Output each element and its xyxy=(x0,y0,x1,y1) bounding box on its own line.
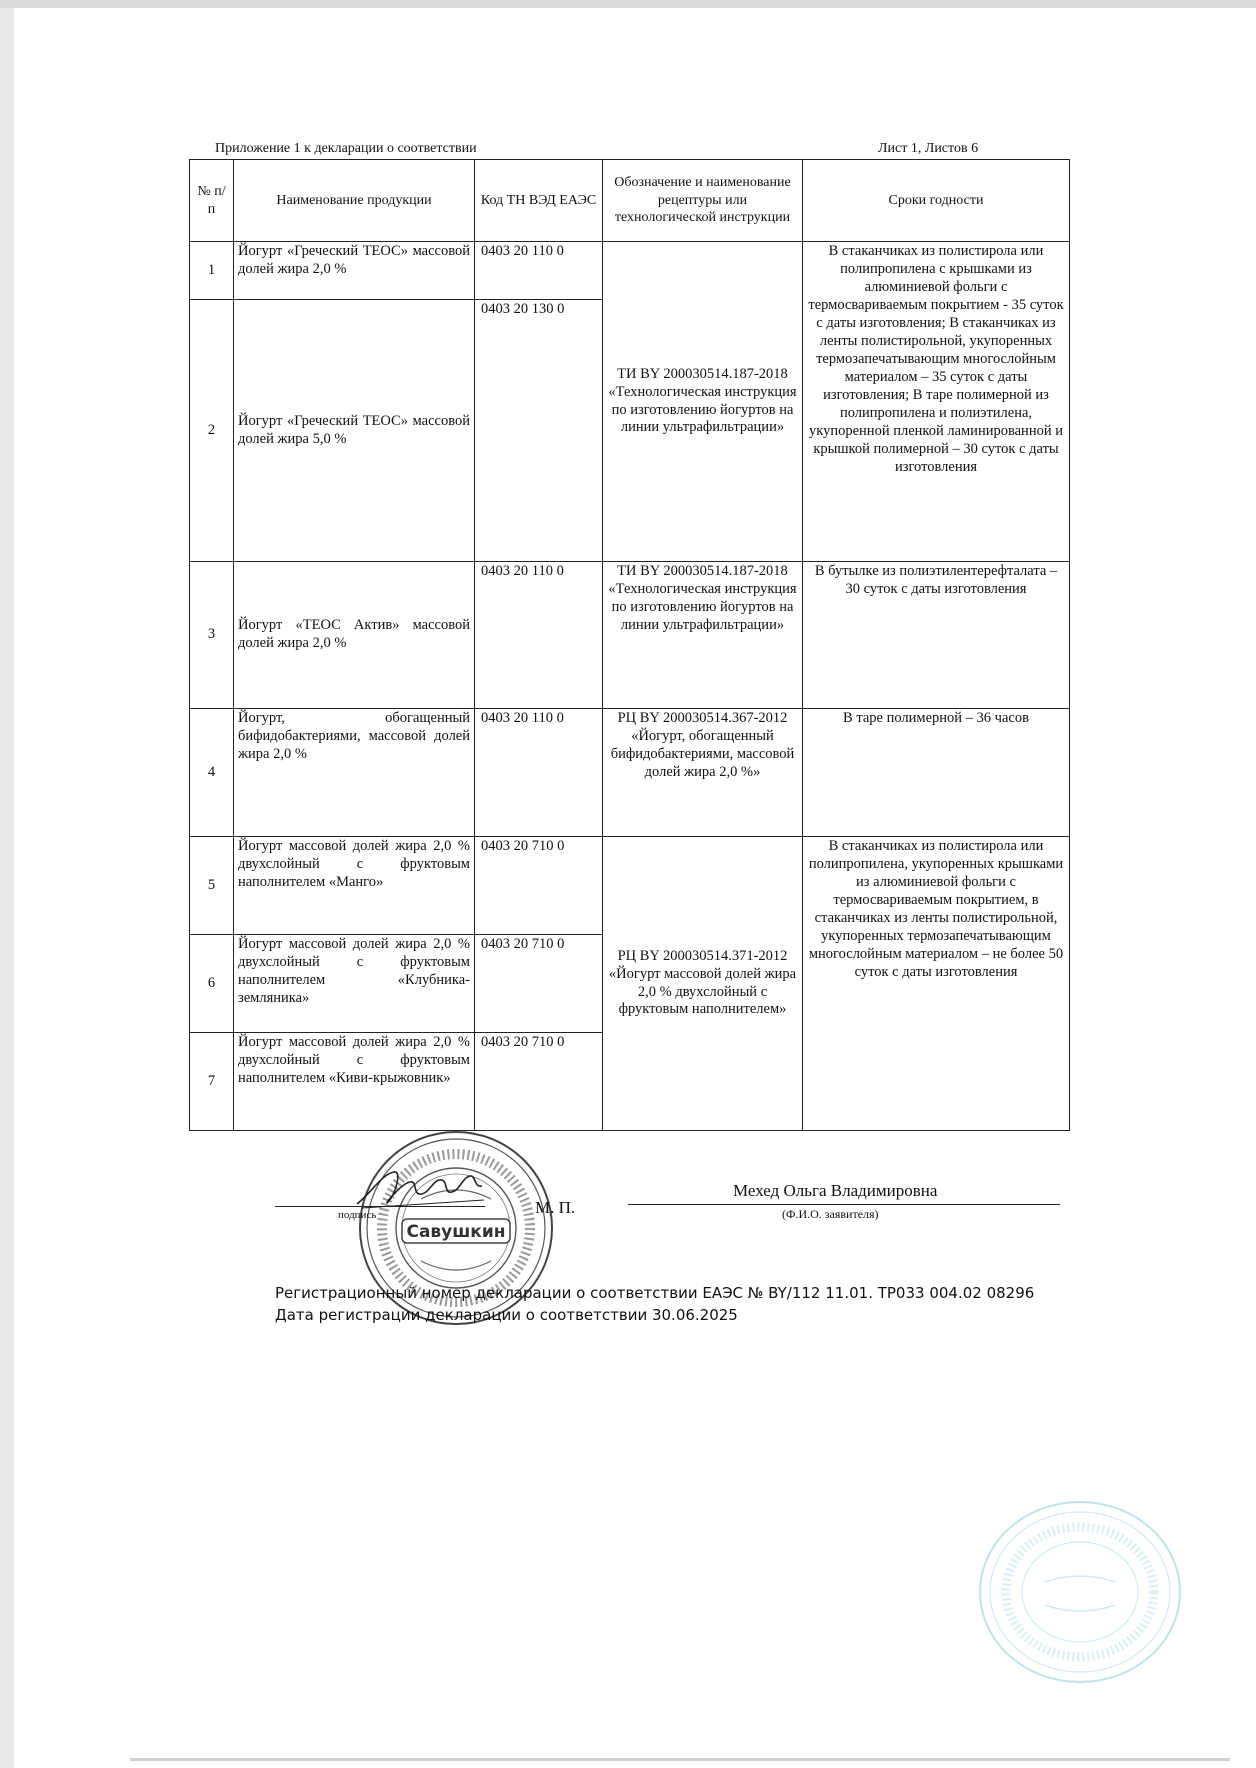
table-row xyxy=(190,242,1070,300)
registration-date: Дата регистрации декларации о соответствии 30.06.2025 xyxy=(275,1305,738,1324)
product-code: 0403 20 110 0 xyxy=(475,562,603,709)
applicant-line xyxy=(628,1204,1060,1205)
product-name: Йогурт, обогащенный бифидобактериями, массовой долей жира 2,0 % xyxy=(234,709,475,837)
table-row xyxy=(190,562,1070,709)
header-tech: Обозначение и наименование рецептуры или технологической инструкции xyxy=(603,160,803,242)
product-code: 0403 20 110 0 xyxy=(475,242,603,300)
row-num: 3 xyxy=(190,562,234,709)
header-code: Код ТН ВЭД ЕАЭС xyxy=(475,160,603,242)
signature-line xyxy=(275,1206,485,1207)
header-term: Сроки годности xyxy=(803,160,1070,242)
applicant-label: (Ф.И.О. заявителя) xyxy=(782,1207,879,1221)
product-term: В стаканчиках из полистирола или полипропилена с крышками из алюминиевой фольги с термосвариваемым покрытием - 35 суток с даты изготовления; В стаканчиках из ленты полистирольной, укупоренных термозапечатывающим многослойным материалом – 35 суток с даты изготовления; В таре полимерной из полипропилена и полиэтилена, укупоренной пленкой ламинированной и крышкой полимерной – 30 суток с даты изготовления xyxy=(803,242,1070,562)
row-num: 1 xyxy=(190,242,234,300)
sheet-number: Лист 1, Листов 6 xyxy=(878,141,979,156)
product-name: Йогурт массовой долей жира 2,0 % двухслойный с фруктовым наполнителем «Манго» xyxy=(234,837,475,935)
product-code: 0403 20 710 0 xyxy=(475,837,603,935)
product-term: В стаканчиках из полистирола или полипропилена, укупоренных крышками из алюминиевой фольги с термосвариваемым покрытием, в стаканчиках из ленты полистирольной, укупоренных термозапечатывающим многослойным материалом – не более 50 суток с даты изготовления xyxy=(803,837,1070,1131)
row-num: 6 xyxy=(190,935,234,1033)
registration-block xyxy=(275,1283,1034,1327)
product-code: 0403 20 110 0 xyxy=(475,709,603,837)
table-row xyxy=(190,709,1070,837)
appendix-title: Приложение 1 к декларации о соответствии xyxy=(215,141,477,156)
product-tech: ТИ BY 200030514.187-2018 «Технологическая инструкция по изготовлению йогуртов на линии ультрафильтрации» xyxy=(603,242,803,562)
table-header-row xyxy=(190,160,1070,242)
product-term: В таре полимерной – 36 часов xyxy=(803,709,1070,837)
product-code: 0403 20 710 0 xyxy=(475,935,603,1033)
stamp-place-label: М. П. xyxy=(535,1198,576,1217)
product-term: В бутылке из полиэтилентерефталата – 30 суток с даты изготовления xyxy=(803,562,1070,709)
product-tech: ТИ BY 200030514.187-2018 «Технологическая инструкция по изготовлению йогуртов на линии ультрафильтрации» xyxy=(603,562,803,709)
row-num: 2 xyxy=(190,300,234,562)
scan-edge-left xyxy=(0,0,14,1768)
product-name: Йогурт «ТЕОС Актив» массовой долей жира 2,0 % xyxy=(234,562,475,709)
header-num: № п/п xyxy=(190,160,234,242)
row-num: 7 xyxy=(190,1033,234,1131)
table-row xyxy=(190,837,1070,935)
faint-stamp-icon xyxy=(975,1497,1185,1687)
product-tech: РЦ BY 200030514.371-2012 «Йогурт массовой долей жира 2,0 % двухслойный с фруктовым наполнителем» xyxy=(603,837,803,1131)
product-code: 0403 20 710 0 xyxy=(475,1033,603,1131)
header-name: Наименование продукции xyxy=(234,160,475,242)
product-name: Йогурт массовой долей жира 2,0 % двухслойный с фруктовым наполнителем «Киви-крыжовник» xyxy=(234,1033,475,1131)
row-num: 4 xyxy=(190,709,234,837)
products-table xyxy=(189,159,1070,1131)
scan-edge-bottom xyxy=(130,1758,1230,1761)
product-name: Йогурт «Греческий ТЕОС» массовой долей жира 2,0 % xyxy=(234,242,475,300)
scan-edge-top xyxy=(0,0,1256,8)
product-tech: РЦ BY 200030514.367-2012 «Йогурт, обогащенный бифидобактериями, массовой долей жира 2,0 %» xyxy=(603,709,803,837)
product-name: Йогурт «Греческий ТЕОС» массовой долей жира 5,0 % xyxy=(234,300,475,562)
applicant-name: Мехед Ольга Владимировна xyxy=(733,1181,938,1200)
product-code: 0403 20 130 0 xyxy=(475,300,603,562)
signature-label: подпись xyxy=(338,1209,377,1221)
row-num: 5 xyxy=(190,837,234,935)
registration-number: Регистрационный номер декларации о соответствии ЕАЭС № BY/112 11.01. ТР033 004.02 08296 xyxy=(275,1284,1035,1302)
product-name: Йогурт массовой долей жира 2,0 % двухслойный с фруктовым наполнителем «Клубника-земляника» xyxy=(234,935,475,1033)
stamp-brand-text: Савушкин xyxy=(406,1222,506,1242)
